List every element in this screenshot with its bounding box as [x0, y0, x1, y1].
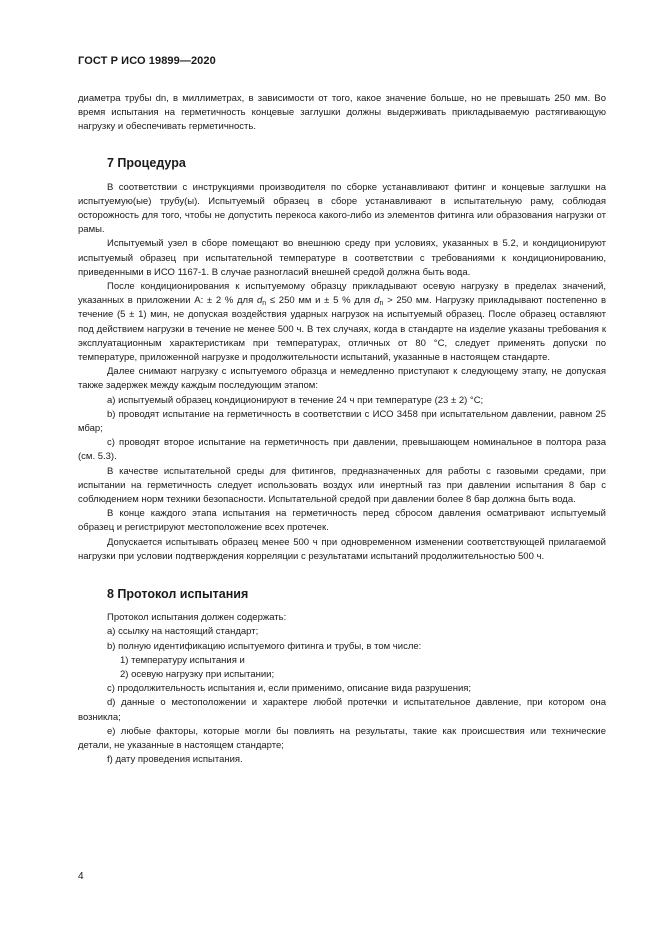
dn-subscript: n [379, 300, 384, 308]
dn-symbol: d [374, 295, 380, 307]
p3-part-b: ≤ 250 мм и ± 5 % для [266, 295, 375, 307]
sub-list-item: 2) осевую нагрузку при испытании; [120, 668, 275, 680]
dn-subscript: n [262, 300, 267, 308]
list-item: c) продолжительность испытания и, если применимо, описание вида разрушения; [107, 683, 472, 695]
list-item: e) любые факторы, которые могли бы повлиять на результаты, такие как происшествия или технические детали, не указанные в настоящем стандарте; [78, 725, 606, 751]
page-content [78, 92, 606, 767]
section-7-paragraph-5: В качестве испытательной среды для фитингов, предназначенных для работы с газовыми средами, при испытании на герметичность следует использовать воздух или инертный газ при давлении испытания 8 бар с соблюдением норм техники безопасности. Испытательной средой при давлении более 8 бар должна быть вода. [78, 465, 606, 506]
page-number: 4 [78, 871, 84, 882]
list-item: a) испытуемый образец кондиционируют в течение 24 ч при температуре (23 ± 2) °С; [107, 394, 484, 406]
list-item: d) данные о местоположении и характере любой протечки и испытательное давление, при котором она возникла; [78, 697, 606, 723]
section-8-intro: Протокол испытания должен содержать: [107, 612, 287, 624]
section-7-paragraph-4: Далее снимают нагрузку с испытуемого образца и немедленно приступают к следующему этапу, не допуская также задержек между каждым последующим этапом: [78, 366, 606, 392]
dn-symbol: d [256, 295, 263, 307]
section-7-paragraph-2: Испытуемый узел в сборе помещают во внешнюю среду при условиях, указанных в 5.2, и кондиционируют испытуемый образец при испытательной температуре в соответствии с требованиями к кондиционированию, приведенными в ИСО 1167-1. В случае разногласий внешней средой должна быть вода. [78, 238, 606, 278]
section-7-paragraph-3 [78, 280, 606, 365]
list-item: f) дату проведения испытания. [107, 754, 243, 766]
section-7-paragraph-7: Допускается испытывать образец менее 500 ч при одновременном изменении соответствующей прилагаемой нагрузки при условии подтверждения корреляции с результатами испытаний продолжительностью 500 ч. [78, 536, 606, 562]
list-item: b) полную идентификацию испытуемого фитинга и трубы, в том числе: [107, 640, 422, 652]
list-item: b) проводят испытание на герметичность в соответствии с ИСО 3458 при испытательном давлении, равном 25 мбар; [78, 408, 606, 435]
p3-part-c: > 250 мм. Нагрузку прикладывают постепенно в течение (5 ± 1) мин, не допуская воздействия ударных нагрузок на испытуемый образец. После образец оставляют под действием нагрузки в течение не менее 500 ч. В тех случаях, когда в стандарте на изделие указаны требования к эксплуатационным характеристикам при температурах, отличных от 80 °С, следует применять допуски по температуре, приложенной нагрузке и продолжительности испытаний, указанные в настоящем стандарте. [78, 295, 606, 364]
standard-header: ГОСТ Р ИСО 19899—2020 [78, 55, 216, 67]
section-7-paragraph-1: В соответствии с инструкциями производителя по сборке устанавливают фитинг и концевые заглушки на испытуемую(ые) трубу(ы). Испытуемый образец в сборе устанавливают в испытательную раму, соблюдая осторожность для того, чтобы не допустить перекоса какого-либо из элементов фитинга или образования нагрузки от рамы. [78, 181, 606, 236]
list-item: a) ссылку на настоящий стандарт; [107, 626, 259, 638]
sub-list-item: 1) температуру испытания и [120, 654, 245, 666]
p3-part-a: После кондиционирования к испытуемому образцу прикладывают осевую нагрузку в пределах значений, указанных в приложении А: ± 2 % для [78, 281, 606, 307]
section-7-paragraph-6: В конце каждого этапа испытания на герметичность перед сбросом давления осматривают испытуемый образец и регистрируют местоположение всех протечек. [78, 508, 606, 534]
intro-paragraph: диаметра трубы dn, в миллиметрах, в зависимости от того, какое значение больше, но не превышать 250 мм. Во время испытания на герметичность концевые заглушки должны выдерживать прикладываемую растягивающую нагрузку и обеспечивать герметичность. [78, 93, 606, 133]
section-7-heading: 7 Процедура [107, 155, 186, 170]
section-8-heading: 8 Протокол испытания [107, 587, 249, 602]
list-item: c) проводят второе испытание на герметичность при давлении, превышающем номинальное в полтора раза (см. 5.3). [78, 437, 606, 463]
